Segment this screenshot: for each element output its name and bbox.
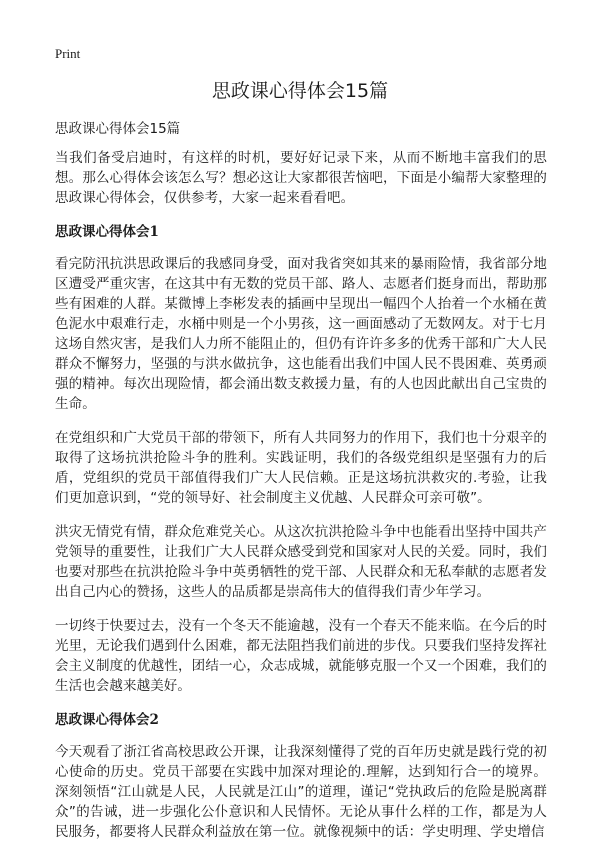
- section-1-paragraph-4: 一切终于快要过去，没有一个冬天不能逾越，没有一个春天不能来临。在今后的时光里，无论我们遇到什么困难，都无法阻挡我们前进的步伐。只要我们坚持发挥社会主义制度的优越性，团结一心，众志成城，就能够克服一个又一个困难，我们的生活也会越来越美好。: [55, 618, 547, 694]
- document-subtitle: 思政课心得体会15篇: [55, 121, 181, 137]
- article-body: [55, 148, 547, 856]
- section-2-paragraph-1: 今天观看了浙江省高校思政公开课，让我深刻懂得了党的百年历史就是践行党的初心使命的历史。党员干部要在实践中加深对理论的.理解，达到知行合一的境界。深刻领悟“江山就是人民，人民就是江山”的道理，谨记“党执政后的危险是脱离群众”的告诫，进一步强化公仆意识和人民情怀。无论从事什么样的工作，都是为人民服务，都要将人民群众利益放在第一位。就像视频中的话：学史明理、学史增信: [55, 744, 547, 840]
- print-link[interactable]: Print: [55, 46, 81, 61]
- section-heading-1: 思政课心得体会1: [55, 224, 159, 240]
- page-title: 思政课心得体会15篇: [211, 80, 389, 102]
- section-heading-2: 思政课心得体会2: [55, 712, 159, 728]
- section-1-paragraph-2: 在党组织和广大党员干部的带领下，所有人共同努力的作用下，我们也十分艰辛的取得了这场抗洪抢险斗争的胜利。实践证明，我们的各级党组织是坚强有力的后盾，党组织的党员干部值得我们广大人民信赖。正是这场抗洪救灾的.考验，让我们更加意识到，“党的领导好、社会制度主义优越、人民群众可亲可敬”。: [55, 430, 547, 506]
- section-1-paragraph-1: 看完防汛抗洪思政课后的我感同身受，面对我省突如其来的暴雨险情，我省部分地区遭受严重灾害，在这其中有无数的党员干部、路人、志愿者们挺身而出，帮助那些有困难的人群。某微博上李彬发表的插画中呈现出一幅四个人抬着一个水桶在黄色泥水中艰难行走，水桶中则是一个小男孩，这一画面感动了无数网友。对于七月这场自然灾害，是我们人力所不能阻止的，但仍有许许多多的优秀干部和广大人民群众不懈努力，坚强的与洪水做抗争，这也能看出我们中国人民不畏困难、英勇顽强的精神。每次出现险情，都会涌出数支救援力量，有的人也因此献出自己宝贵的生命。: [55, 256, 547, 412]
- intro-paragraph: 当我们备受启迪时，有这样的时机，要好好记录下来，从而不断地丰富我们的思想。那么心得体会该怎么写？想必这让大家都很苦恼吧，下面是小编帮大家整理的思政课心得体会，仅供参考，大家一起来看看吧。: [55, 150, 547, 206]
- section-1-paragraph-3: 洪灾无情党有情，群众危难党关心。从这次抗洪抢险斗争中也能看出坚持中国共产党领导的重要性，让我们广大人民群众感受到党和国家对人民的关爱。同时，我们也要对那些在抗洪抢险斗争中英勇牺牲的党干部、人民群众和无私奉献的志愿者发出自己内心的赞扬，这些人的品质都是崇高伟大的值得我们青少年学习。: [55, 524, 547, 600]
